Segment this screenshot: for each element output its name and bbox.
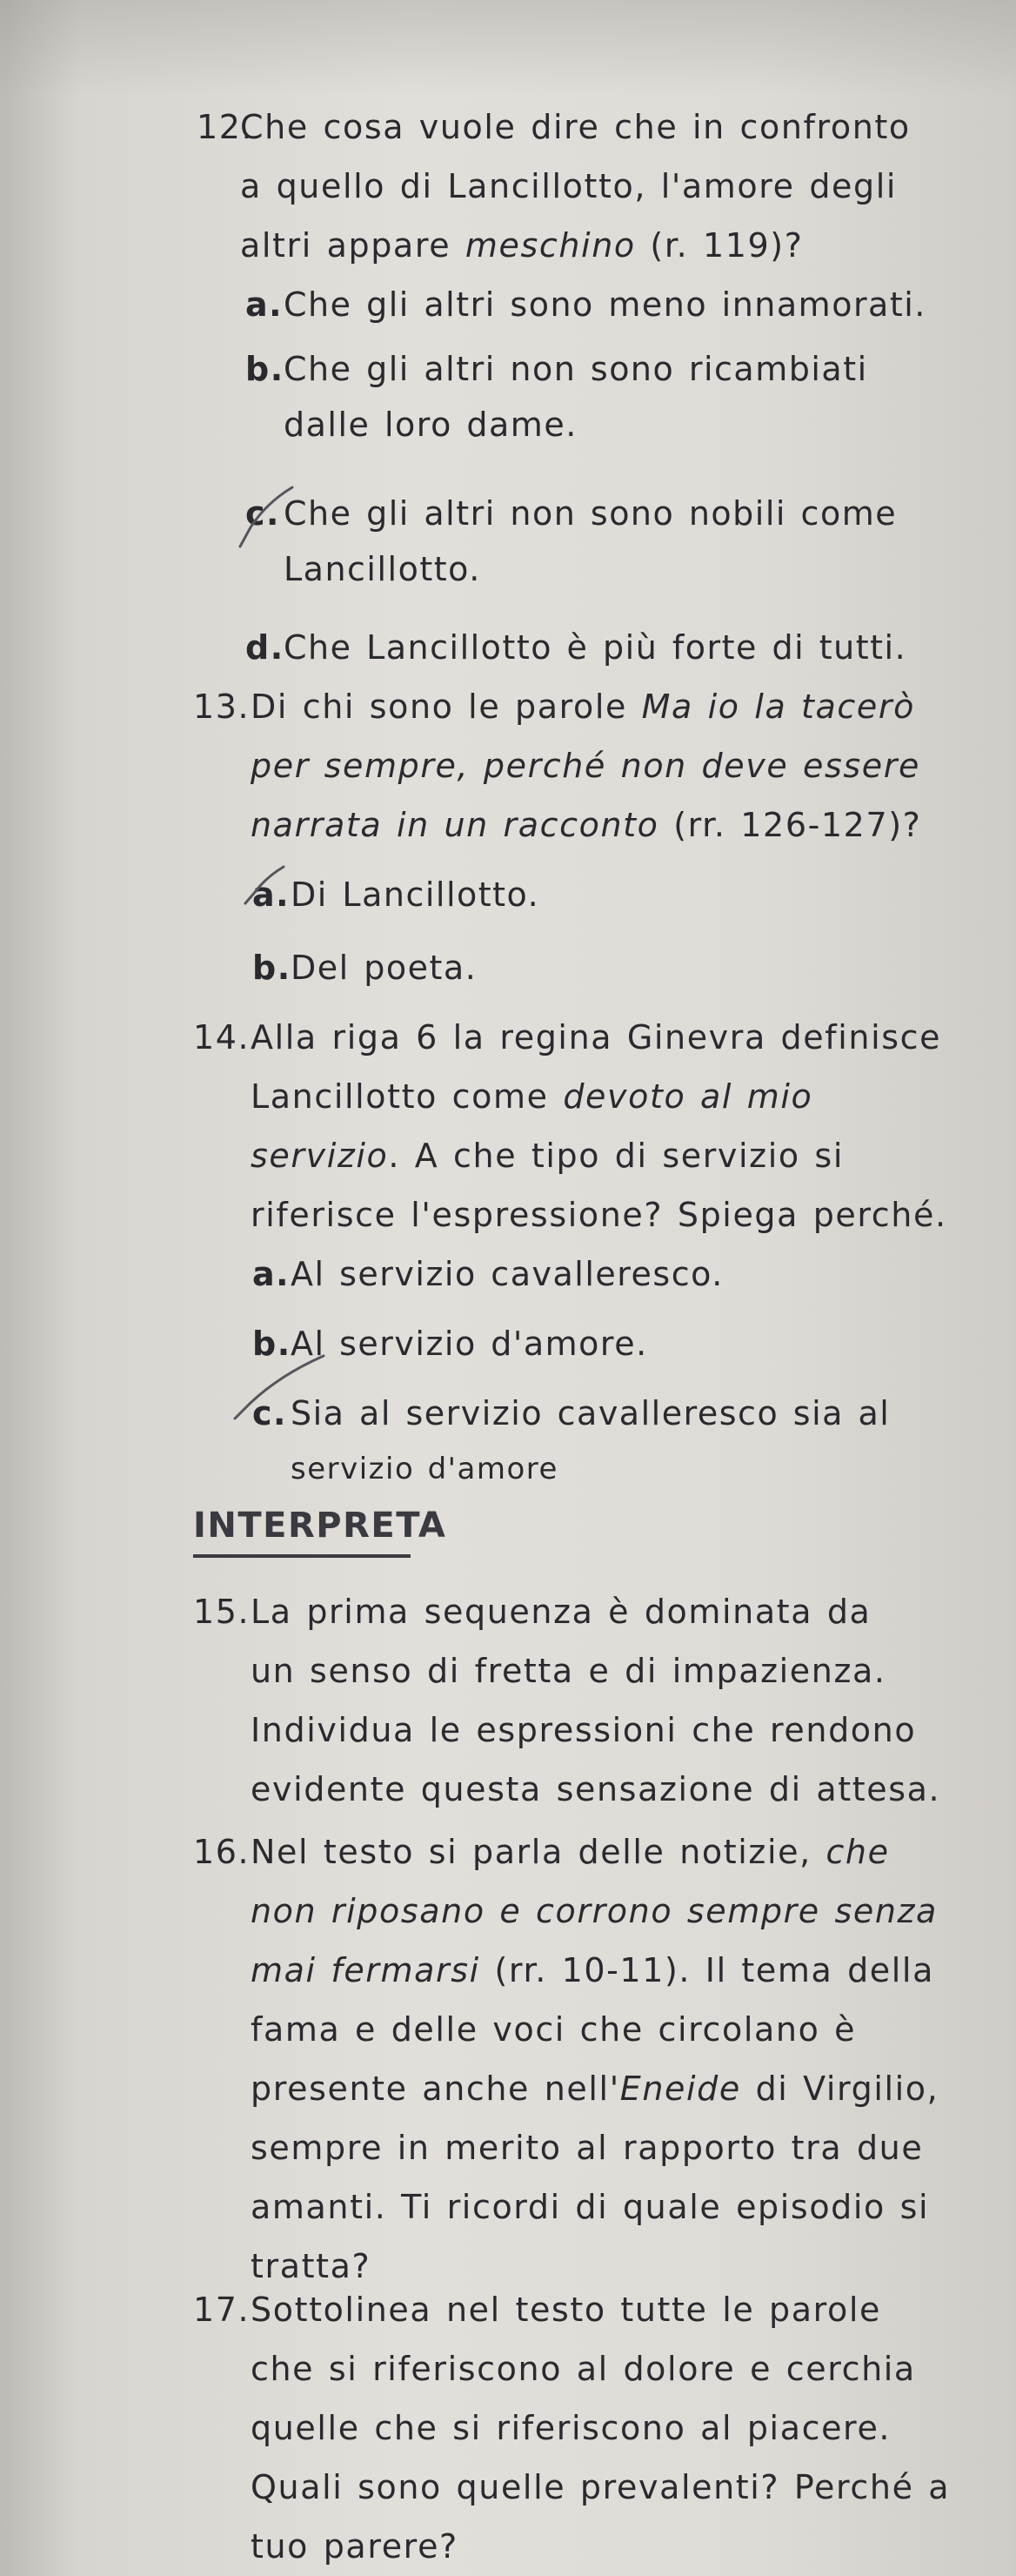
pencil-check-mark-12c: [231, 477, 310, 555]
question-number: 15.: [193, 1593, 251, 1631]
question-text: Sottolinea nel testo tutte le parole che si riferiscono al dolore e cerchia quelle che si riferiscono al piacere. Quali sono quelle prevalenti? Perché a tuo parere?: [251, 2291, 951, 2566]
section-underline: [193, 1554, 411, 1558]
section-heading: INTERPRETA: [193, 1506, 447, 1546]
question-number: 13.: [193, 688, 251, 726]
question-number: 16.: [193, 1833, 251, 1871]
pencil-check-mark-14c: [228, 1349, 332, 1427]
pencil-check-mark-13a: [240, 862, 292, 914]
page-shadow: [0, 0, 1016, 96]
question-text: Di chi sono le parole Ma io la tacerò per sempre, perché non deve essere narrata in un racconto (rr. 126-127)?: [251, 688, 922, 844]
textbook-page: 12. Che cosa vuole dire che in confronto a quello di Lancillotto, l'amore degli altri appare meschino (r. 119)? a. Che gli altri sono meno innamorati. b. Che gli altri non sono ricambiati dalle loro dame. c. Che gli altri non sono nobili come Lancillotto. d. Che Lancillotto è più forte di tutti. 13. Di chi sono le parole Ma io la tacerò per sempre, perché non deve essere narrata in un racconto (rr. 126-127)? a. Di Lancillotto. b. Del poeta. 14. Alla riga 6 la regina Ginevra definisce Lancillotto come devoto al mio servizio. A che tipo di servizio si riferisce l'espressione? Spiega perché. a. Al servizio cavalleresco. b. Al servizio d'amore. c. Sia al servizio cavalleresco sia al servizio d'amore INTERPRETA 15. La prima sequenza è dominata da un senso di fretta e di impazienza. Individua le espressioni che rendono evidente questa sensazione di attesa. 16. Nel testo si parla delle notizie, che non riposano e corrono sempre senza mai fermarsi (rr. 10-11). Il tema della fama e delle voci che circolano è presente anche nell'Eneide di Virgilio, sempre in merito al rapporto tra due amanti. Ti ricordi di quale episodio si tratta? 17. Sottolinea nel testo tutte le parole che si riferiscono al dolore e cerchia quelle che si riferiscono al piacere. Quali sono quelle prevalenti? Perché a tuo parere?: [0, 0, 1016, 2556]
question-text: Alla riga 6 la regina Ginevra definisce Lancillotto come devoto al mio servizio. A che tipo di servizio si riferisce l'espressione? Spiega perché.: [251, 1018, 947, 1234]
question-number: 17.: [193, 2291, 251, 2329]
question-text: Che cosa vuole dire che in confronto a quello di Lancillotto, l'amore degli altri appare meschino (r. 119)?: [240, 108, 911, 265]
question-number: 14.: [193, 1018, 251, 1057]
question-number: 12.: [197, 108, 254, 146]
question-text: La prima sequenza è dominata da un senso di fretta e di impazienza. Individua le espressioni che rendono evidente questa sensazione di attesa.: [251, 1593, 941, 1808]
question-text: Nel testo si parla delle notizie, che non riposano e corrono sempre senza mai fermarsi (rr. 10-11). Il tema della fama e delle voci che circolano è presente anche nell'Eneide di Virgilio, sempre in merito al rapporto tra due amanti. Ti ricordi di quale episodio si tratta?: [251, 1833, 939, 2285]
